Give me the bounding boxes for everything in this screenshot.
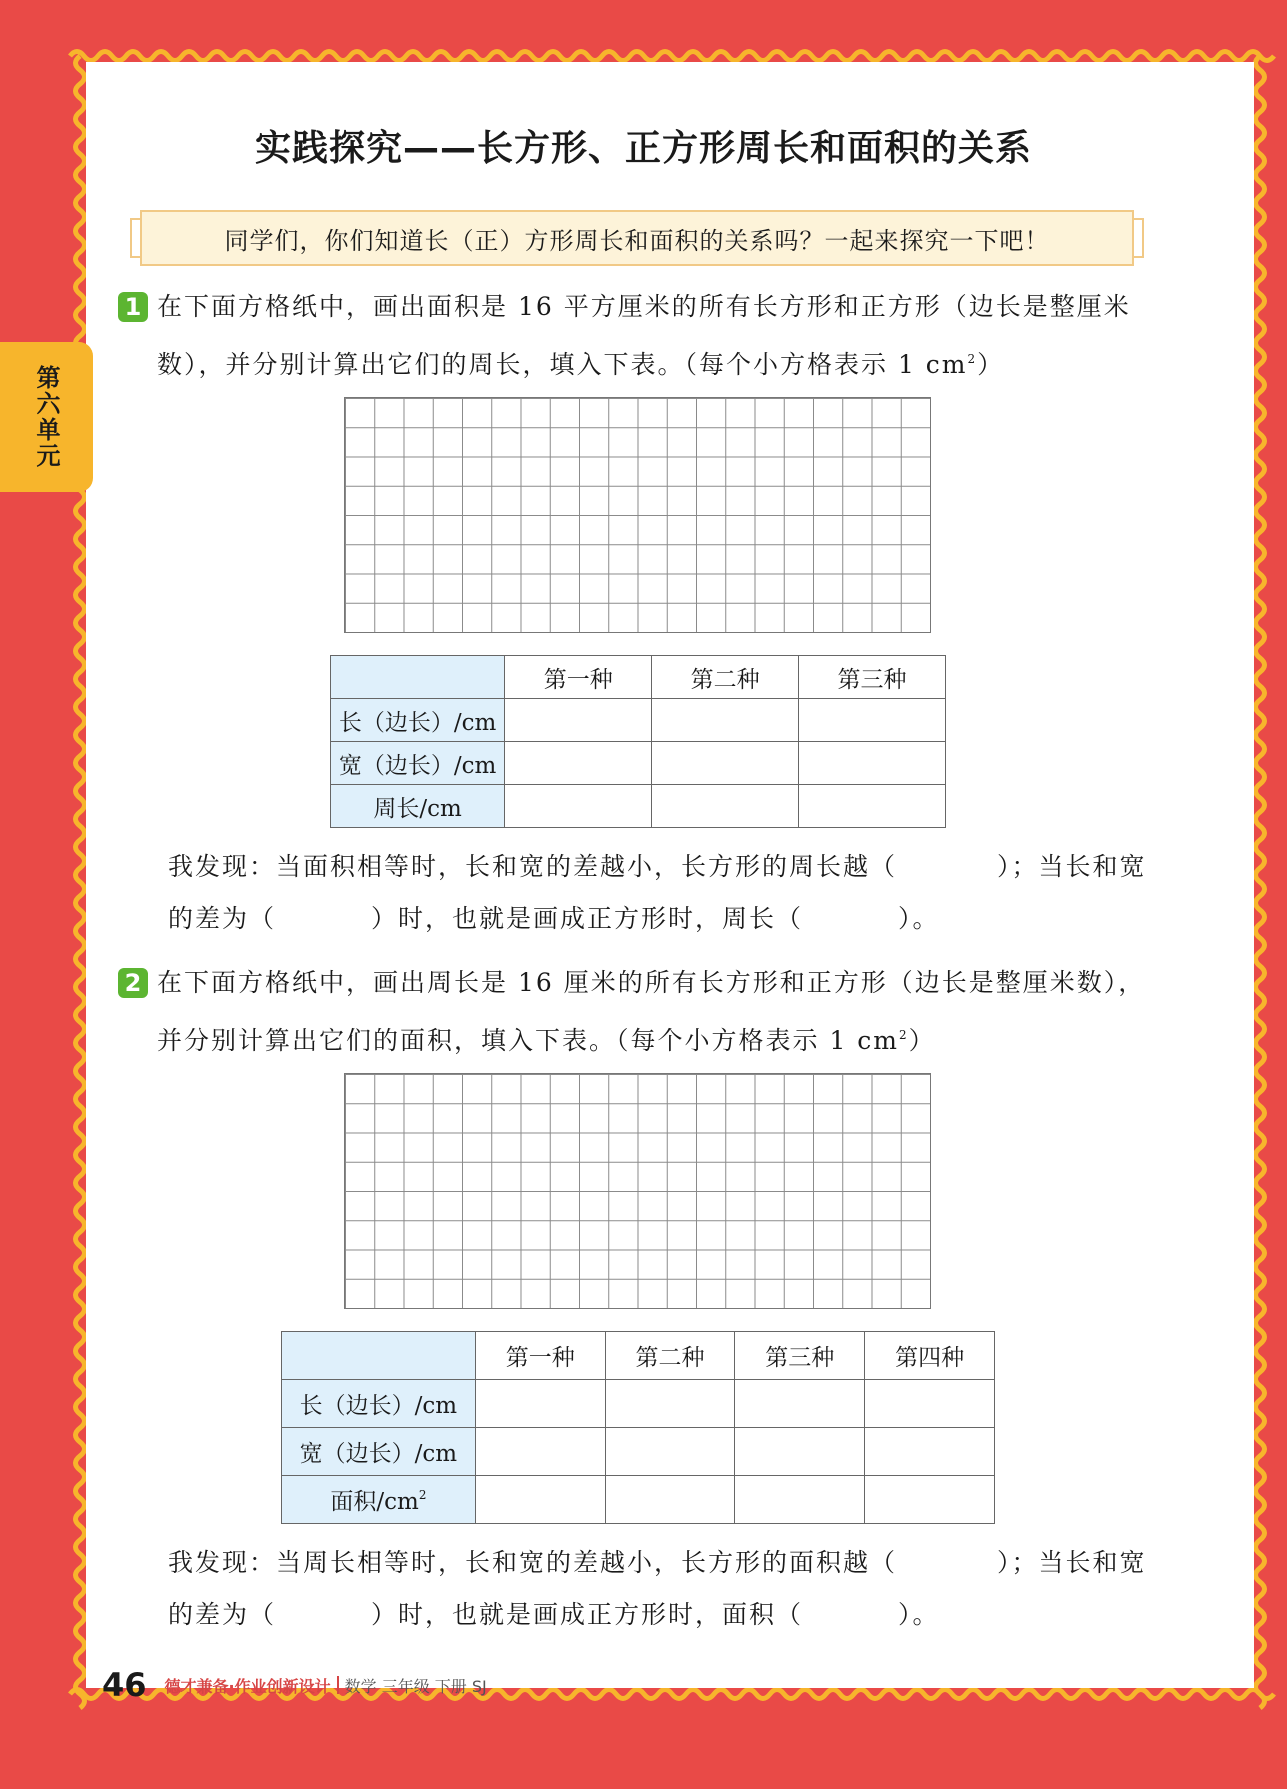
series-name: 德才兼备·作业创新设计 <box>164 1676 331 1696</box>
table-corner-cell <box>331 656 505 699</box>
answer-cell[interactable] <box>735 1476 865 1524</box>
answer-cell[interactable] <box>605 1428 735 1476</box>
question-2-line-2-text: 并分别计算出它们的面积，填入下表。（每个小方格表示 1 cm <box>157 1026 900 1055</box>
answer-cell[interactable] <box>865 1380 995 1428</box>
question-1-line-2 <box>157 344 1004 380</box>
question-2-line-2-end: ） <box>908 1026 936 1055</box>
answer-cell[interactable] <box>475 1380 605 1428</box>
table-row-header: 周长/cm <box>331 785 505 828</box>
answer-cell[interactable] <box>505 699 652 742</box>
question-1-finding-line-2 <box>168 904 940 934</box>
finding-text: ）。 <box>898 1600 940 1629</box>
answer-cell[interactable] <box>735 1428 865 1476</box>
question-1-finding-line-1 <box>168 852 1147 882</box>
answer-cell[interactable] <box>865 1428 995 1476</box>
wave-border-right <box>1256 56 1265 1708</box>
answer-cell[interactable] <box>475 1428 605 1476</box>
finding-text: ）时，也就是画成正方形时，面积（ <box>371 1600 804 1629</box>
finding-text: 我发现：当面积相等时，长和宽的差越小，长方形的周长越（ <box>168 852 898 881</box>
page-title: 实践探究——长方形、正方形周长和面积的关系 <box>254 128 1032 169</box>
finding-text: 我发现：当周长相等时，长和宽的差越小，长方形的面积越（ <box>168 1548 898 1577</box>
answer-cell[interactable] <box>505 742 652 785</box>
finding-text: 的差为（ <box>168 904 277 933</box>
question-1-line-2-end: ） <box>977 350 1005 379</box>
table-column-header: 第二种 <box>652 656 799 699</box>
table-column-header: 第二种 <box>605 1332 735 1380</box>
answer-cell[interactable] <box>652 699 799 742</box>
answer-cell[interactable] <box>475 1476 605 1524</box>
answer-cell[interactable] <box>799 785 946 828</box>
answer-cell[interactable] <box>605 1476 735 1524</box>
question-2-table <box>281 1331 995 1524</box>
answer-cell[interactable] <box>652 785 799 828</box>
question-2-unit-superscript: 2 <box>899 1028 909 1042</box>
table-row-header: 宽（边长）/cm <box>331 742 505 785</box>
footer-separator <box>337 1676 339 1694</box>
question-2-grid-paper[interactable] <box>344 1073 931 1309</box>
question-1-line-2-text: 数），并分别计算出它们的周长，填入下表。（每个小方格表示 1 cm <box>157 350 968 379</box>
finding-text: ）；当长和宽 <box>997 852 1147 881</box>
book-meta: 数学 三年级 下册 SJ <box>344 1676 487 1696</box>
intro-text: 同学们，你们知道长（正）方形周长和面积的关系吗？一起来探究一下吧！ <box>224 226 1050 255</box>
finding-text: ）时，也就是画成正方形时，周长（ <box>371 904 804 933</box>
table-row-header: 宽（边长）/cm <box>282 1428 476 1476</box>
wave-border-left <box>76 56 85 1708</box>
answer-cell[interactable] <box>505 785 652 828</box>
area-label: 面积/cm <box>330 1489 419 1515</box>
finding-text: ）。 <box>898 904 940 933</box>
table-row-header: 长（边长）/cm <box>331 699 505 742</box>
answer-cell[interactable] <box>799 742 946 785</box>
answer-cell[interactable] <box>735 1380 865 1428</box>
question-2-finding-line-2 <box>168 1600 940 1630</box>
question-2-number-badge: 2 <box>118 968 148 998</box>
intro-banner <box>140 210 1134 266</box>
table-row-header-area <box>282 1476 476 1524</box>
table-column-header: 第三种 <box>735 1332 865 1380</box>
question-1-unit-superscript: 2 <box>967 352 978 366</box>
table-row-header: 长（边长）/cm <box>282 1380 476 1428</box>
table-column-header: 第一种 <box>505 656 652 699</box>
table-corner-cell <box>282 1332 476 1380</box>
page-footer <box>102 1665 487 1705</box>
question-2-line-1: 在下面方格纸中，画出周长是 16 厘米的所有长方形和正方形（边长是整厘米数）， <box>157 968 1146 997</box>
table-column-header: 第三种 <box>799 656 946 699</box>
page-number: 46 <box>102 1666 147 1704</box>
question-2-line-2 <box>157 1020 936 1056</box>
answer-cell[interactable] <box>865 1476 995 1524</box>
finding-text: ）；当长和宽 <box>997 1548 1147 1577</box>
unit-label: 第六单元 <box>32 365 60 469</box>
question-1-table <box>330 655 946 828</box>
question-1-grid-paper[interactable] <box>344 397 931 633</box>
question-2-finding-line-1 <box>168 1548 1147 1578</box>
wave-border-top <box>70 52 1274 61</box>
answer-cell[interactable] <box>799 699 946 742</box>
finding-text: 的差为（ <box>168 1600 277 1629</box>
unit-side-tab <box>0 342 93 492</box>
answer-cell[interactable] <box>605 1380 735 1428</box>
question-1-line-1: 在下面方格纸中，画出面积是 16 平方厘米的所有长方形和正方形（边长是整厘米 <box>157 292 1131 321</box>
table-column-header: 第四种 <box>865 1332 995 1380</box>
answer-cell[interactable] <box>652 742 799 785</box>
question-1-number-badge: 1 <box>118 292 148 322</box>
area-unit-superscript: 2 <box>418 1488 427 1502</box>
table-column-header: 第一种 <box>475 1332 605 1380</box>
